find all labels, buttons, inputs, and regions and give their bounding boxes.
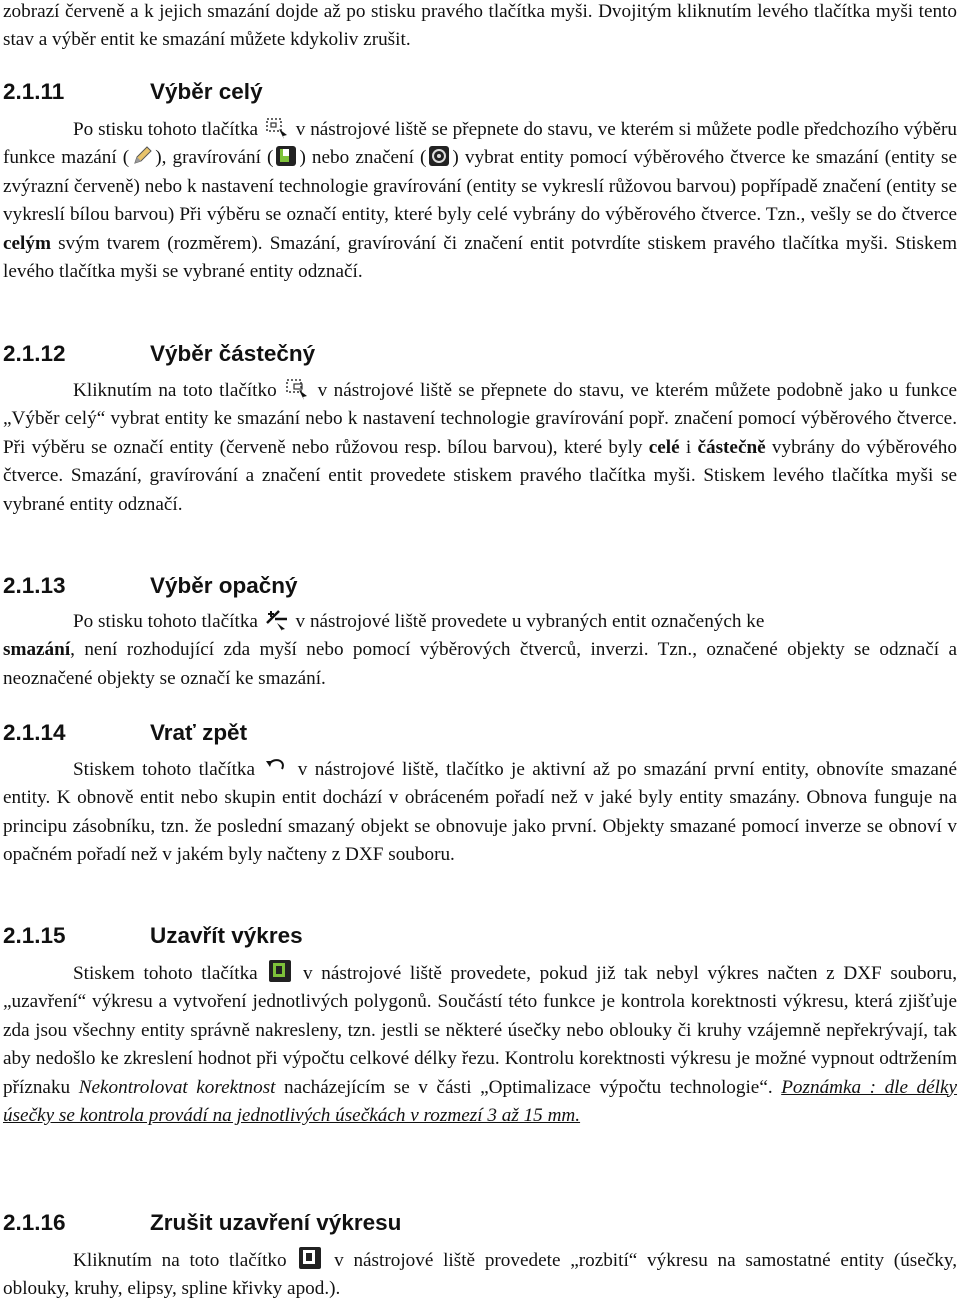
text-run: Po stisku tohoto tlačítka	[73, 119, 259, 140]
section-2-1-11-paragraph	[3, 116, 957, 286]
select-partial-icon	[285, 378, 309, 400]
section-number: 2.1.16	[3, 1210, 66, 1235]
section-2-1-14-paragraph	[3, 756, 957, 870]
text-run: Stiskem tohoto tlačítka	[73, 759, 256, 780]
section-2-1-12-heading	[3, 340, 315, 368]
section-title: Uzavřít výkres	[150, 923, 303, 948]
text-run-bold: smazání	[3, 639, 71, 661]
text-run: i	[685, 436, 692, 458]
text-run: v nástrojové liště provedete u vybraných entit označených ke	[295, 611, 765, 632]
section-number: 2.1.12	[3, 341, 66, 366]
intro-paragraph: zobrazí červeně a k jejich smazání dojde až po stisku pravého tlačítka myši. Dvojitým kliknutím levého tlačítka myši tento stav a výběr entit ke smazání můžete kdykoliv zrušit.	[3, 1, 957, 51]
text-run: , není rozhodující zda myší nebo pomocí výběrových čtverců, inverzi. Tzn., označené objekty se odznačí a neoznačené objekty se označí ke smazání.	[3, 639, 957, 689]
text-run-bold: částečně	[697, 436, 766, 458]
note-text: Poznámka : dle délky úsečky se kontrola provádí na jednotlivých úsečkách v rozmezí 3 až 15 mm.	[3, 1076, 958, 1127]
text-run-bold: celým	[3, 232, 51, 254]
engrave-icon	[275, 145, 297, 167]
section-title: Výběr částečný	[150, 341, 316, 366]
close-drawing-icon	[268, 959, 292, 983]
section-number: 2.1.14	[3, 720, 66, 745]
section-number: 2.1.11	[3, 79, 65, 104]
undo-icon	[264, 757, 288, 779]
text-run: v nástrojové liště, tlačítko je aktivní až po smazání první entity, obnovíte smazané entity. K obnově entit nebo skupin entit dochází v obráceném pořadí než v jaké byly entity smazány. Obnova funguje na principu zásobníku, tzn. že poslední smazaný objekt se obnovuje jako první. Objekty smazané pomocí inverze se obnoví v opačném pořadí než v jakém byly načteny z DXF souboru.	[3, 759, 958, 866]
text-run: svým tvarem (rozměrem). Smazání, gravírování či značení entit potvrdíte stiskem pravého tlačítka myši. Stiskem levého tlačítka myši se vybrané entity odznačí.	[3, 232, 958, 283]
section-2-1-15-heading	[3, 922, 303, 950]
text-run: Kliknutím na toto tlačítko	[73, 380, 277, 401]
mark-icon	[428, 145, 450, 167]
section-2-1-12-paragraph	[3, 377, 957, 519]
text-run: vybrány do výběrového čtverce. Smazání, gravírování a značení entit provedete stiskem pravého tlačítka myši. Stiskem levého tlačítka myši se vybrané entity odznačí.	[3, 436, 957, 515]
section-2-1-13-paragraph	[3, 608, 957, 693]
section-number: 2.1.15	[3, 923, 66, 948]
section-2-1-13-heading	[3, 572, 298, 600]
text-run: v nástrojové liště provedete „rozbití“ výkresu na samostatné entity (úsečky, oblouky, kruhy, elipsy, spline křivky apod.).	[3, 1250, 958, 1300]
section-title: Výběr opačný	[150, 573, 298, 598]
text-run: Stiskem tohoto tlačítka	[73, 963, 258, 984]
pencil-icon	[131, 145, 153, 167]
section-title: Zrušit uzavření výkresu	[150, 1210, 402, 1235]
text-run: Kliknutím na toto tlačítko	[73, 1250, 287, 1271]
text-run-bold: celé	[648, 436, 680, 458]
invert-selection-icon	[265, 609, 289, 631]
text-run: Po stisku tohoto tlačítka	[73, 611, 258, 632]
section-title: Vrať zpět	[150, 720, 248, 745]
section-number: 2.1.13	[3, 573, 66, 598]
text-run-italic: Nekontrolovat korektnost	[78, 1076, 276, 1098]
text-run: ) vybrat entity pomocí výběrového čtverce ke smazání (entity se zvýrazní červeně) nebo k nastavení technologie gravírování (entity se vykreslí růžovou barvou) popřípadě značení (entity se vykreslí bílou barvou) Při výběru se označí entity, které byly celé vybrány do výběrového čtverce. Tzn., vešly se do čtverce	[3, 147, 957, 226]
section-2-1-14-heading	[3, 719, 247, 747]
text-run: v nástrojové liště provedete, pokud již tak nebyl výkres načten z DXF souboru, „uzavření“ výkresu a vytvoření jednotlivých polygonů. Součástí této funkce je kontrola korektnosti výkresu, která zjišťuje zda jsou všechny entity správně nakresleny, tzn. jestli se některé úsečky nebo oblouky či kruhy vzájemně nepřekrývají, tak aby nedošlo ke zkreslení hodnot při výpočtu celkové délky řezu. Kontrolu korektnosti výkresu je možné vypnout odtržením příznaku	[3, 963, 957, 1098]
break-drawing-icon	[298, 1246, 322, 1270]
section-2-1-16-paragraph	[3, 1246, 957, 1304]
section-2-1-16-heading	[3, 1209, 401, 1237]
section-title: Výběr celý	[150, 79, 263, 104]
section-2-1-11-heading	[3, 78, 263, 106]
text-run: ) nebo značení (	[299, 147, 427, 169]
select-whole-icon	[265, 117, 289, 139]
text-run: ), gravírování (	[155, 147, 274, 169]
text-run: v nástrojové liště se přepnete do stavu, ve kterém si můžete podle předchozího výběru funkce mazání (	[3, 119, 958, 169]
section-2-1-15-paragraph	[3, 959, 957, 1130]
text-run: v nástrojové liště se přepnete do stavu, ve kterém můžete podobně jako u funkce „Výběr celý“ vybrat entity ke smazání nebo k nastavení technologie gravírování popř. značení pomocí výběrového čtverce. Při výběru se označí entity (červeně nebo růžovou resp. bílou barvou), které byly	[3, 380, 958, 458]
text-run: nacházejícím se v části „Optimalizace výpočtu technologie“.	[284, 1076, 773, 1098]
